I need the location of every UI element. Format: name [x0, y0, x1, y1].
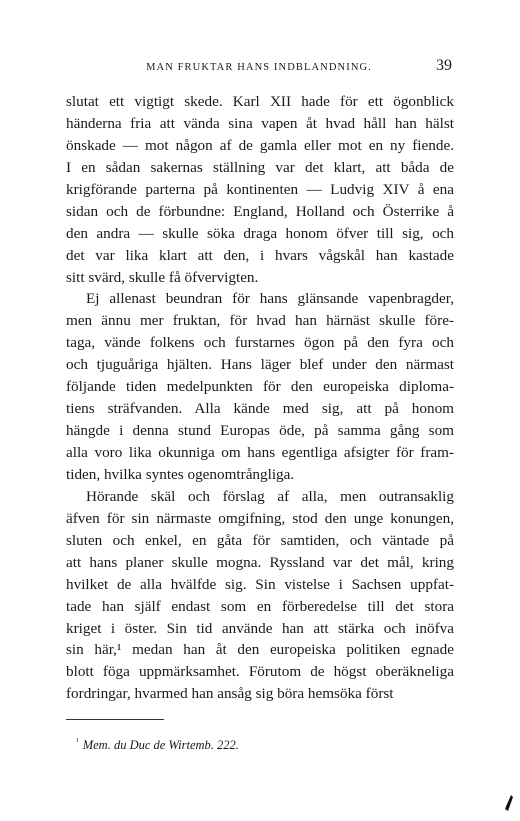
page-header — [66, 57, 452, 77]
text-line: tiden, hvilka syntes ogenomtrångliga. — [66, 465, 295, 483]
text-line: kriget i öster. Sin tid använde han att stärka och inöfva — [66, 619, 454, 637]
text-line: blott föga uppmärksamhet. Förutom de högst oberäkneliga — [66, 663, 454, 681]
text-line: den andra — skulle söka draga honom öfver till sig, och — [66, 224, 454, 242]
footnote — [76, 736, 239, 753]
paragraph — [66, 486, 454, 705]
text-line: äfven för sin närmaste omgifning, stod den unge konungen, — [66, 509, 454, 527]
text-line: fordringar, hvarmed han ansåg sig böra hemsöka först — [66, 685, 394, 703]
text-line: sidan och de förbundne: England, Holland och Österrike å — [66, 202, 454, 220]
text-line: följande tiden medelpunkten för den europeiska diploma- — [66, 378, 454, 396]
text-line: hvilket de alla hvälfde sig. Sin vistelse i Sachsen uppfat- — [66, 575, 454, 593]
text-line: krigförande parterna på kontinenten — Ludvig XIV å ena — [66, 180, 454, 198]
paragraph — [66, 288, 454, 485]
text-line: alla voro lika okunniga om hans egentliga afsigter för fram- — [66, 444, 454, 461]
text-line: händerna fria att vända sina vapen åt hvad håll han hälst — [66, 114, 454, 132]
footnote-marker: ¹ — [76, 736, 79, 746]
text-line: tiens sträfvanden. Alla kände med sig, att på honom — [66, 400, 454, 418]
ink-mark-icon — [505, 795, 513, 811]
paragraph — [66, 91, 454, 288]
text-line: önskade — mot någon af de gamla eller mot en ny fiende. — [66, 136, 454, 154]
body-text — [66, 91, 454, 705]
running-head: MAN FRUKTAR HANS INDBLANDNING. — [146, 62, 372, 73]
text-line: att hans planer skulle mogna. Ryssland var det mål, kring — [66, 553, 454, 571]
text-line: och tjuguåriga hjälten. Hans läger blef under den närmast — [66, 356, 454, 374]
footnote-rule — [66, 719, 164, 720]
footnote-text: Mem. du Duc de Wirtemb. 222. — [82, 738, 239, 753]
text-line: Hörande skäl och förslag af alla, men outransaklig — [86, 487, 454, 505]
text-line: taga, vände folkens och furstarnes ögon på den fyra och — [66, 334, 454, 352]
text-line: sin här,¹ medan han åt den europeiska politiken egnade — [66, 641, 454, 659]
text-line: hängde i denna stund Europas öde, på samma gång som — [66, 422, 454, 440]
text-line: men ännu mer fruktan, för hvad han härnäst skulle före- — [66, 312, 454, 330]
text-line: I en sådan sakernas ställning var det klart, att båda de — [66, 158, 454, 176]
text-line: Ej allenast beundran för hans glänsande vapenbragder, — [86, 290, 454, 308]
text-line: det var lika klart att den, i hvars vågskål han kastade — [66, 246, 454, 264]
text-line: sluten och enkel, en gåta för samtiden, och väntade på — [66, 531, 454, 549]
page-number: 39 — [436, 57, 452, 74]
text-line: sitt svärd, skulle få öfvervigten. — [66, 268, 259, 286]
text-line: tade han själf endast som en förberedelse till det stora — [66, 597, 454, 615]
text-line: slutat ett vigtigt skede. Karl XII hade för ett ögonblick — [66, 93, 454, 110]
